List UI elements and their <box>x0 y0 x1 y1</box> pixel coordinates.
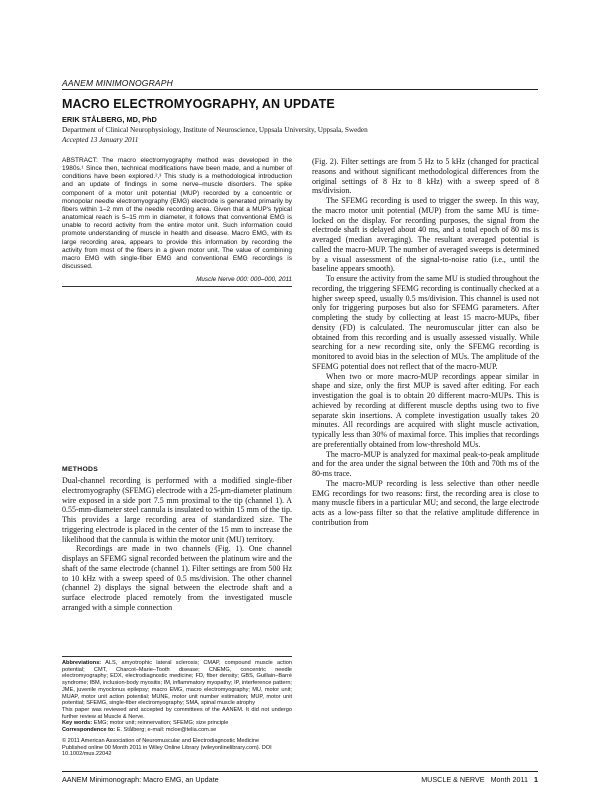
citation: Muscle Nerve 000: 000–000, 2011 <box>196 276 292 283</box>
author-affiliation: Department of Clinical Neurophysiology, Institute of Neuroscience, Uppsala University, Uppsala, Sweden <box>62 126 368 134</box>
author-name: ERIK STÅLBERG, MD, PhD <box>62 115 157 124</box>
body-paragraph: Recordings are made in two channels (Fig. 1). One channel displays an SFEMG signal recorded between the platinum wire and the shaft of the same electrode (channel 1). Filter settings are from 500 Hz to 10 kHz with a sweep speed of 0.5 ms/division. The other channel (channel 2) displays the signal between the electrode shaft and a surface electrode placed remotely from the investigated muscle arranged with a simple connection <box>62 544 292 612</box>
journal-footer <box>380 775 538 784</box>
methods-body <box>62 476 292 613</box>
accepted-date: Accepted 13 January 2011 <box>62 136 139 144</box>
right-column-body <box>312 157 539 528</box>
footer-rule <box>62 771 538 772</box>
body-paragraph: To ensure the activity from the same MU is studied throughout the recording, the triggering SFEMG recording is continually checked at a higher sweep speed, usually 0.5 ms/division. This channel is used not only for triggering purposes but also for SFEMG parameters. After completing the study by collecting at least 15 macro-MUPs, fiber density (FD) is calculated. The neuromuscular jitter can also be obtained from this recording and is usually assessed visually. While searching for a new recording site, only the SFEMG recording is monitored to avoid bias in the selection of MUs. The amplitude of the SFEMG potential does not reflect that of the macro-MUP. <box>312 274 539 371</box>
abstract-rule <box>62 286 292 287</box>
abstract-text: The macro electromyography method was developed in the 1980s.¹ Since then, technical modifications have been made, and a number of conditions have been explored.²,³ This study is a methodological introduction and an update of findings in some nerve–muscle disorders. The spike component of a motor unit potential (MUP) recorded by a concentric or monopolar needle electromyography (EMG) electrode is generated primarily by fibers within 1–2 mm of the needle recording area. Given that a MUP's typical anatomical reach is 5–15 mm in diameter, it follows that conventional EMG is unable to record activity from the entire motor unit. Such information could promote understanding of muscle in health and disease. Macro EMG, with its large recording area, appears to provide this information by recording the activity from most of the fibers in a given motor unit. The value of combining macro EMG with single-fiber EMG and conventional EMG recordings is discussed. <box>62 157 292 271</box>
review-note: This paper was reviewed and accepted by committees of the AANEM. It did not undergo further review at Muscle & Nerve. <box>62 706 292 720</box>
abstract-label: ABSTRACT: <box>62 157 98 164</box>
body-paragraph: The macro-MUP is analyzed for maximal peak-to-peak amplitude and for the area under the signal between the 10th and 70th ms of the 80-ms trace. <box>312 449 539 478</box>
abbreviations <box>62 660 292 707</box>
body-paragraph: Dual-channel recording is performed with a modified single-fiber electromyography (SFEMG) electrode with a 25-μm-diameter platinum wire exposed in a side port 7.5 mm proximal to the tip (channel 1). A 0.55-mm-diameter steel cannula is insulated to within 15 mm of the tip. This provides a large recording area of standardized size. The triggering electrode is placed in the center of the 15 mm to increase the likelihood that the cannula is within the motor unit (MU) territory. <box>62 476 292 544</box>
journal-name: MUSCLE & NERVE <box>421 775 485 784</box>
issue-date: Month 2011 <box>490 775 528 784</box>
body-paragraph: When two or more macro-MUP recordings appear similar in shape and size, only the first MUP is saved after editing. For each investigation the goal is to obtain 20 different macro-MUPs. This is achieved by recording at different muscle depths using two to five separate skin insertions. A complete investigation usually takes 20 minutes. All recordings are acquired with slight muscle activation, typically less than 30% of maximal force. This implies that recordings are preferentially obtained from low-threshold MUs. <box>312 371 539 449</box>
copyright-line: © 2011 American Association of Neuromuscular and Electrodiagnostic Medicine <box>62 738 260 744</box>
notes-rule <box>62 656 292 657</box>
footnotes <box>62 660 292 734</box>
copyright-block <box>62 738 292 758</box>
methods-heading: METHODS <box>62 466 99 473</box>
correspondence <box>62 727 292 734</box>
correspondence-text: E. Stålberg; e-mail: mcloe@telia.com.se <box>116 727 217 734</box>
series-label: AANEM MINIMONOGRAPH <box>62 78 174 88</box>
abbreviations-label: Abbreviations: <box>62 660 102 666</box>
abbreviations-text: ALS, amyotrophic lateral sclerosis; CMAP, compound muscle action potential; CMT, Charcot–Marie–Tooth disease; CNEMG, concentric needle electromyography; EDX, electrodiagnostic medicine; FD, fiber density; GBS, Guillain–Barré syndrome; IBM, inclusion-body myositis; IM, inflammatory myopathy; IP, interference pattern; JME, juvenile myoclonus epilepsy; macro EMG, macro electromyography; MU, motor unit; MUAP, motor unit action potential; MUNE, motor unit number estimation; MUP, motor unit potential; SFEMG, single-fiber electromyography; SMA, spinal muscle atrophy <box>62 660 292 707</box>
article-title: MACRO ELECTROMYOGRAPHY, AN UPDATE <box>62 97 335 111</box>
correspondence-label: Correspondence to: <box>62 727 116 734</box>
page-number: 1 <box>534 775 538 784</box>
body-paragraph: The SFEMG recording is used to trigger the sweep. In this way, the macro motor unit potential (MUP) from the same MU is time-locked on the display. For recording purposes, the signal from the electrode shaft is delayed about 40 ms, and a total epoch of 80 ms is averaged (median averaging). The resultant averaged potential is called the macro-MUP. The number of averaged sweeps is determined by a visual assessment of the signal-to-noise ratio (i.e., until the baseline appears smooth). <box>312 196 539 274</box>
keywords-label: Key words: <box>62 720 93 727</box>
keywords-text: EMG; motor unit; reinnervation; SFEMG; size principle <box>93 720 229 727</box>
header-rule <box>62 89 538 90</box>
abstract <box>62 157 292 271</box>
body-paragraph: The macro-MUP recording is less selective than other needle EMG recordings for two reasons: first, the recording area is close to many muscle fibers in a particular MU; and second, the large electrode acts as a low-pass filter so that the relative amplitude difference in contribution from <box>312 478 539 527</box>
body-paragraph: (Fig. 2). Filter settings are from 5 Hz to 5 kHz (changed for practical reasons and without significant methodological differences from the original settings of 8 Hz to 8 kHz) with a sweep speed of 8 ms/division. <box>312 157 539 196</box>
running-footer: AANEM Minimonograph: Macro EMG, an Update <box>62 775 219 784</box>
publication-line: Published online 00 Month 2011 in Wiley Online Library (wileyonlinelibrary.com). DOI 10.1002/mus.22042 <box>62 744 272 758</box>
